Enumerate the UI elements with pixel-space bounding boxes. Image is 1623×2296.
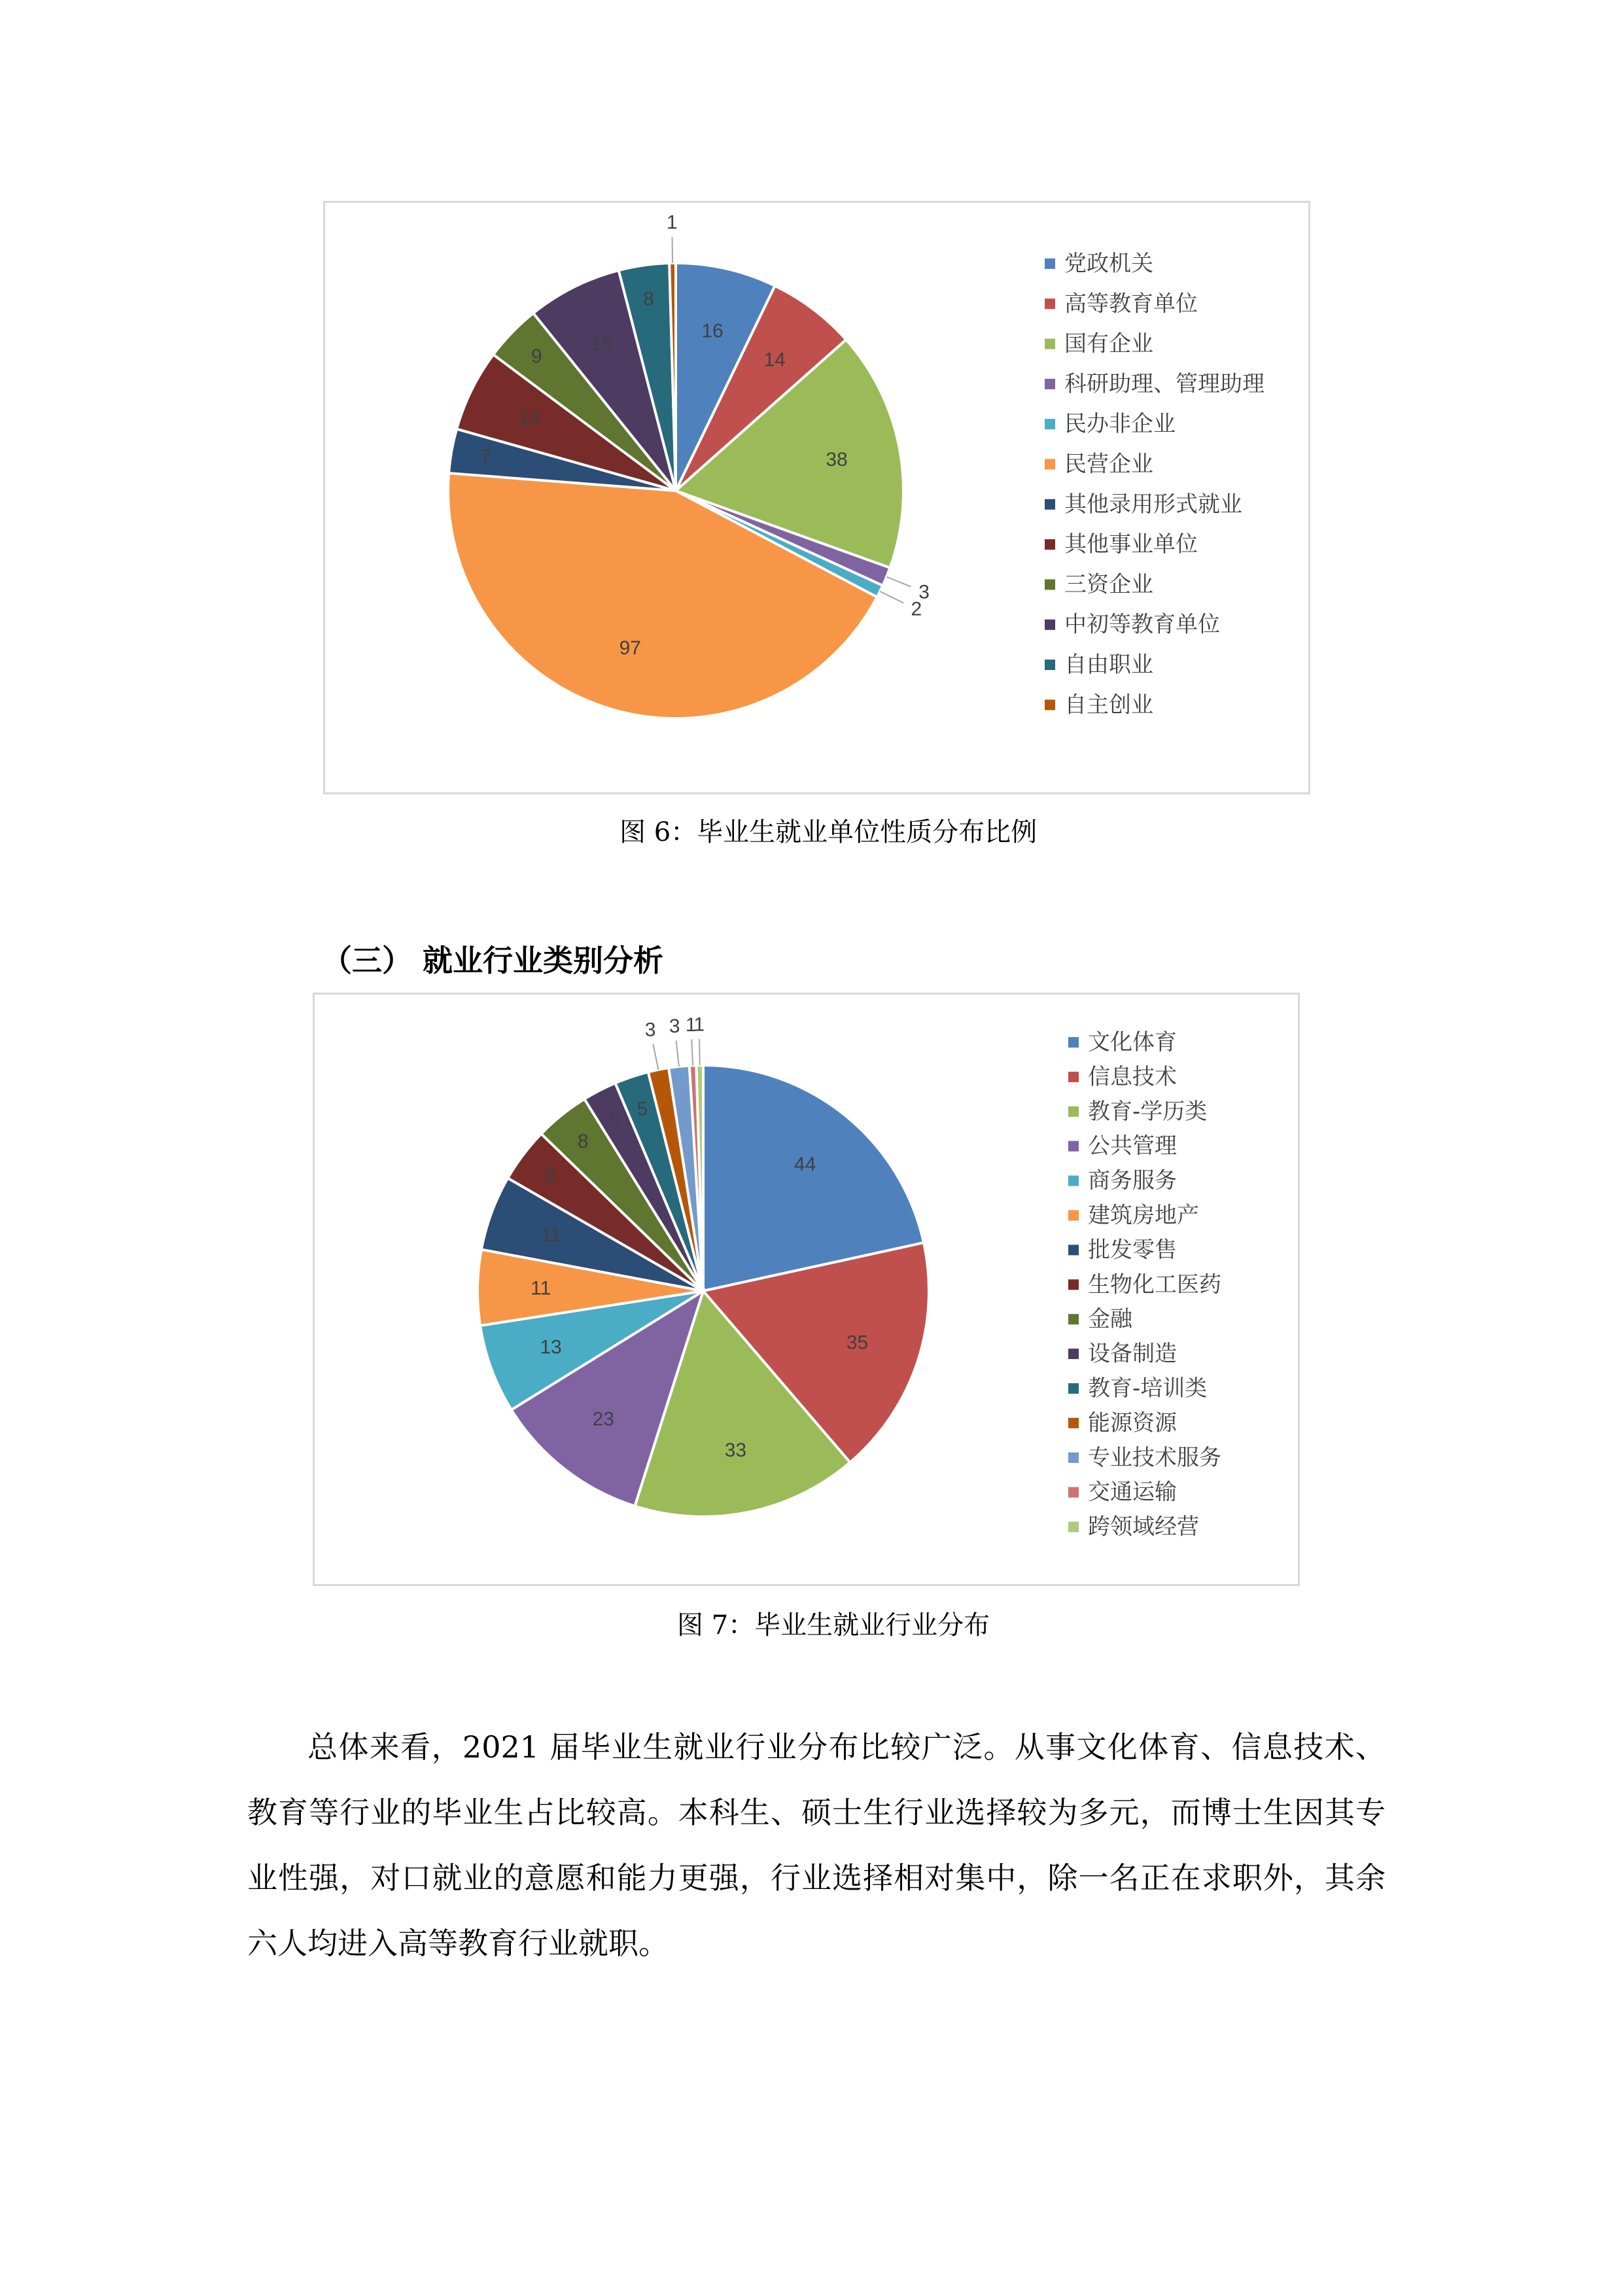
leader-line-1-12 [676, 1040, 679, 1067]
legend-swatch-1-13 [1068, 1487, 1079, 1498]
slice-label-1-7: 8 [544, 1164, 556, 1186]
legend-label-0-0: 党政机关 [1064, 251, 1153, 277]
legend-label-1-8: 金融 [1088, 1306, 1132, 1333]
legend-swatch-0-2 [1045, 339, 1055, 349]
slice-label-0-7: 13 [517, 407, 540, 429]
legend-swatch-1-12 [1068, 1453, 1079, 1463]
legend-label-1-12: 专业技术服务 [1088, 1444, 1221, 1471]
slice-label-1-6: 11 [540, 1224, 561, 1246]
slice-label-0-10: 8 [643, 288, 654, 310]
legend-swatch-0-7 [1045, 539, 1055, 550]
slice-label-1-13: 1 [685, 1014, 697, 1036]
legend-label-0-8: 三资企业 [1064, 571, 1153, 598]
legend-swatch-0-4 [1045, 419, 1055, 429]
legend-swatch-1-3 [1068, 1141, 1079, 1152]
slice-label-1-1: 35 [846, 1332, 869, 1354]
figure-6-caption: 图 6：毕业生就业单位性质分布比例 [620, 817, 1038, 847]
slice-label-1-10: 5 [637, 1098, 648, 1120]
legend-label-0-3: 科研助理、管理助理 [1064, 370, 1265, 397]
legend-swatch-1-0 [1068, 1037, 1079, 1048]
legend-swatch-0-8 [1045, 579, 1055, 590]
legend-swatch-1-6 [1068, 1245, 1079, 1255]
slice-label-0-8: 9 [531, 345, 542, 368]
legend-swatch-0-11 [1045, 699, 1055, 710]
legend-swatch-0-3 [1045, 379, 1055, 389]
summary-paragraph: 总体来看，2021 届毕业生就业行业分布比较广泛。从事文化体育、信息技术、教育等行业的毕业生占比较高。本科生、硕士生行业选择较为多元，而博士生因其专业性强，对口就业的意愿和能力更强，行业选择相对集中，除一名正在求职外，其余六人均进入高等教育行业就职。 [247, 1729, 1386, 1961]
legend-label-0-4: 民办非企业 [1064, 411, 1176, 438]
legend-swatch-0-10 [1045, 660, 1055, 670]
pie-chart-industry [315, 995, 1298, 1584]
slice-label-0-3: 3 [918, 581, 930, 603]
slice-label-1-14: 1 [693, 1014, 705, 1036]
legend-swatch-1-9 [1068, 1349, 1079, 1359]
legend-swatch-1-4 [1068, 1176, 1079, 1186]
legend-swatch-1-8 [1068, 1314, 1079, 1324]
slice-label-0-1: 14 [763, 349, 786, 371]
slice-label-1-9: 5 [609, 1110, 621, 1131]
chart-unit-type [323, 201, 1310, 794]
legend-swatch-1-1 [1068, 1072, 1079, 1082]
slice-label-1-12: 3 [669, 1015, 680, 1037]
legend-label-1-10: 教育-培训类 [1088, 1375, 1208, 1402]
section-heading: （三） 就业行业类别分析 [322, 943, 664, 978]
legend-swatch-1-5 [1068, 1210, 1079, 1221]
legend-label-0-2: 国有企业 [1064, 330, 1153, 357]
slice-label-1-2: 33 [724, 1439, 747, 1461]
chart-industry [313, 993, 1300, 1586]
legend-label-1-11: 能源资源 [1088, 1409, 1177, 1436]
leader-line-1-11 [653, 1044, 658, 1070]
legend-swatch-1-10 [1068, 1383, 1079, 1394]
legend-label-0-9: 中初等教育单位 [1064, 611, 1220, 638]
slice-label-1-8: 8 [577, 1131, 589, 1152]
legend-label-1-14: 跨领域经营 [1088, 1513, 1199, 1540]
legend-swatch-0-1 [1045, 298, 1055, 309]
figure-7-caption: 图 7：毕业生就业行业分布 [677, 1610, 990, 1640]
legend-label-0-7: 其他事业单位 [1064, 531, 1198, 558]
slice-label-1-0: 44 [794, 1154, 816, 1175]
legend-label-0-10: 自由职业 [1064, 652, 1153, 678]
slice-label-1-4: 13 [540, 1336, 562, 1358]
leader-line-0-3 [886, 577, 911, 587]
slice-label-1-3: 23 [592, 1408, 614, 1430]
legend-swatch-0-9 [1045, 620, 1055, 630]
legend-label-1-3: 公共管理 [1088, 1133, 1177, 1159]
pie-chart-unit-type [325, 203, 1308, 792]
slice-label-0-9: 15 [591, 333, 614, 355]
leader-line-0-11 [672, 237, 673, 263]
slice-label-1-11: 3 [644, 1019, 656, 1041]
legend-label-0-6: 其他录用形式就业 [1064, 491, 1242, 518]
slice-label-0-5: 97 [619, 637, 641, 660]
slice-label-0-0: 16 [701, 320, 724, 342]
legend-swatch-1-2 [1068, 1106, 1079, 1117]
legend-swatch-0-5 [1045, 459, 1055, 470]
legend-label-1-1: 信息技术 [1088, 1063, 1177, 1090]
legend-label-1-4: 商务服务 [1088, 1167, 1177, 1194]
legend-label-0-5: 民营企业 [1064, 451, 1153, 478]
legend-label-0-1: 高等教育单位 [1064, 291, 1198, 317]
legend-label-1-2: 教育-学历类 [1088, 1098, 1208, 1125]
legend-swatch-1-14 [1068, 1522, 1079, 1532]
slice-label-1-5: 11 [531, 1277, 551, 1299]
leader-line-1-13 [691, 1039, 693, 1065]
slice-label-0-6: 7 [480, 446, 491, 468]
slice-label-0-11: 1 [666, 211, 678, 234]
legend-label-1-9: 设备制造 [1088, 1341, 1177, 1368]
leader-line-0-4 [880, 592, 903, 603]
slice-label-0-4: 2 [911, 598, 922, 620]
legend-swatch-0-6 [1045, 499, 1055, 510]
legend-label-1-6: 批发零售 [1088, 1237, 1177, 1263]
legend-label-1-0: 文化体育 [1088, 1029, 1177, 1055]
legend-swatch-0-0 [1045, 258, 1055, 269]
slice-label-0-2: 38 [826, 449, 848, 471]
legend-swatch-1-7 [1068, 1279, 1079, 1290]
legend-label-1-7: 生物化工医药 [1088, 1271, 1221, 1298]
legend-label-1-5: 建筑房地产 [1088, 1202, 1199, 1229]
legend-label-1-13: 交通运输 [1088, 1479, 1177, 1506]
legend-label-0-11: 自主创业 [1064, 692, 1153, 718]
legend-swatch-1-11 [1068, 1418, 1079, 1428]
leader-line-1-14 [699, 1039, 700, 1065]
